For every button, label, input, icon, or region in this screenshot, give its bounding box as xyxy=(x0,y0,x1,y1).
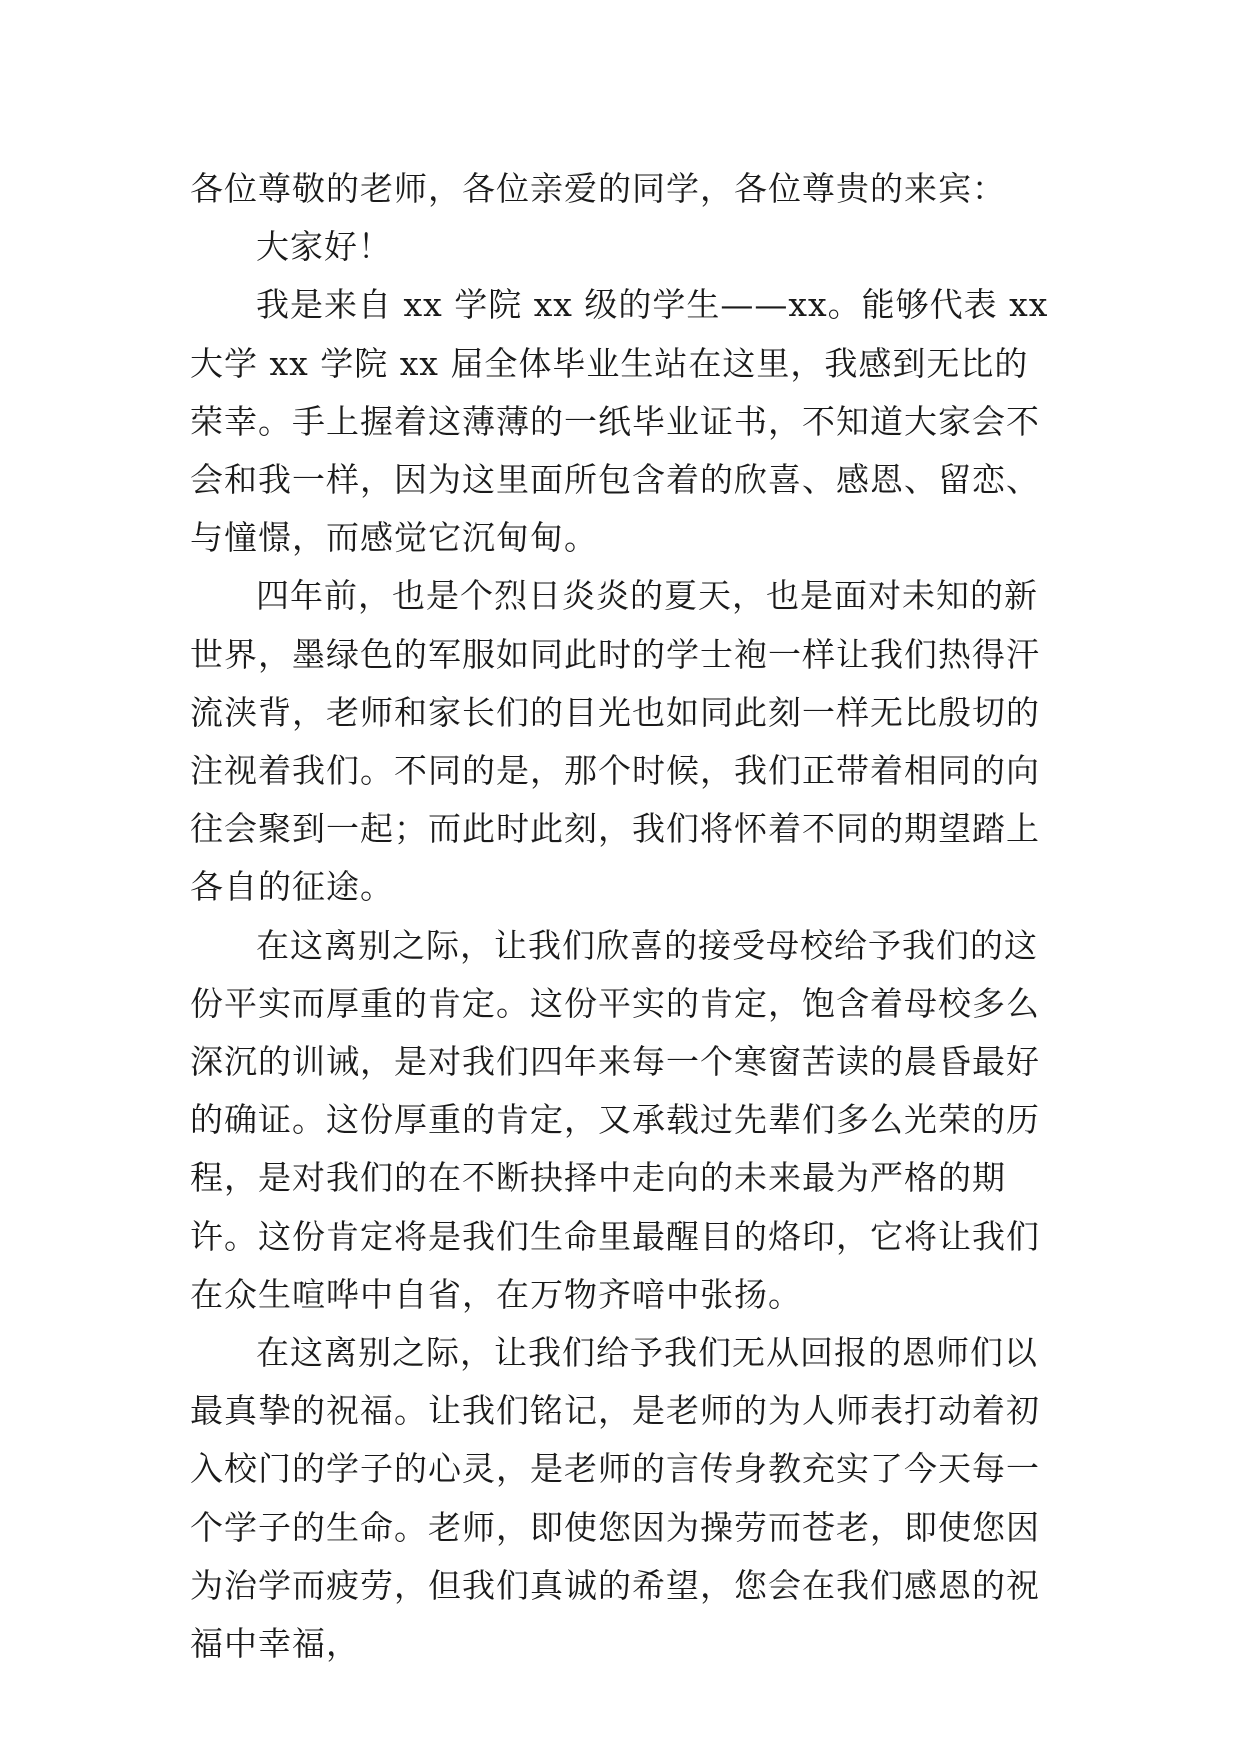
gratitude-paragraph: 在这离别之际，让我们给予我们无从回报的恩师们以最真挚的祝福。让我们铭记，是老师的为人师表打动着初入校门的学子的心灵，是老师的言传身教充实了今天每一个学子的生命。老师，即使您因为操劳而苍老，即使您因为治学而疲劳，但我们真诚的希望，您会在我们感恩的祝福中幸福， xyxy=(190,1333,1040,1664)
salutation: 各位尊敬的老师，各位亲爱的同学，各位尊贵的来宾： xyxy=(190,169,1006,208)
memory-paragraph: 四年前，也是个烈日炎炎的夏天，也是面对未知的新世界，墨绿色的军服如同此时的学士袍一样让我们热得汗流浃背，老师和家长们的目光也如同此刻一样无比殷切的注视着我们。不同的是，那个时候，我们正带着相同的向往会聚到一起；而此时此刻，我们将怀着不同的期望踏上各自的征途。 xyxy=(190,576,1040,907)
speech-body xyxy=(190,160,1060,1673)
greeting-paragraph: 大家好！ xyxy=(256,227,392,267)
introduction-paragraph: 我是来自 xx 学院 xx 级的学生——xx。能够代表 xx 大学 xx 学院 xx 届全体毕业生站在这里，我感到无比的荣幸。手上握着这薄薄的一纸毕业证书，不知道大家会不会和我一样，因为这里面所包含着的欣喜、感恩、留恋、与憧憬，而感觉它沉甸甸。 xyxy=(190,285,1049,558)
affirmation-paragraph: 在这离别之际，让我们欣喜的接受母校给予我们的这份平实而厚重的肯定。这份平实的肯定，饱含着母校多么深沉的训诫，是对我们四年来每一个寒窗苦读的晨昏最好的确证。这份厚重的肯定，又承载过先辈们多么光荣的历程，是对我们的在不断抉择中走向的未来最为严格的期许。这份肯定将是我们生命里最醒目的烙印，它将让我们在众生喧哗中自省，在万物齐喑中张扬。 xyxy=(190,925,1040,1314)
